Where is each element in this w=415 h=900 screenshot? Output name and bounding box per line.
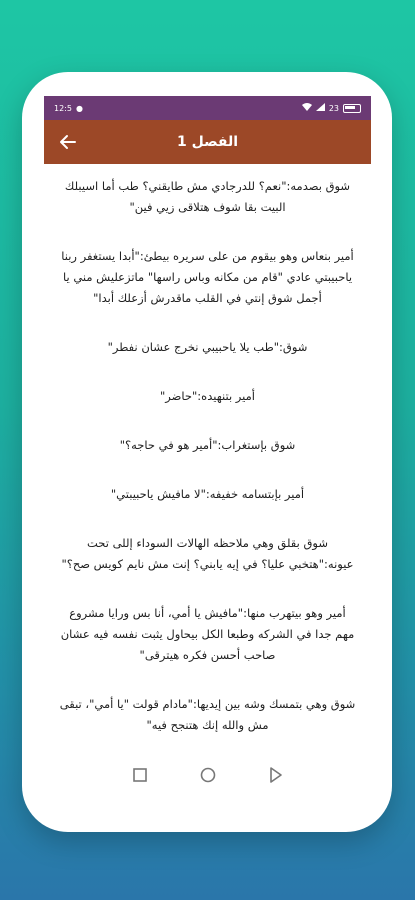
battery-icon xyxy=(343,104,361,113)
triangle-back-icon xyxy=(269,767,283,783)
signal-icon xyxy=(316,103,325,113)
home-button[interactable] xyxy=(198,765,218,785)
paragraph: شوق وهي بتمسك وشه بين إيديها:"مادام قولت "يا أمي"، تبقى مش والله إنك هتنجح فيه" xyxy=(59,697,356,732)
paragraph: شوق بقلق وهي ملاحظه الهالات السوداء إللى تحت عيونه:"هتخبي عليا؟ في إيه يابني؟ إنت مش نايم كويس صح؟" xyxy=(61,536,354,571)
battery-level: 23 xyxy=(328,103,339,113)
paragraph: شوق بإستغراب:"أمير هو في حاجه؟" xyxy=(119,438,296,452)
system-nav-bar xyxy=(44,754,371,796)
chapter-title: الفصل 1 xyxy=(176,134,239,150)
screen xyxy=(44,96,371,796)
paragraph: شوق:"طب يلا ياحبيبي نخرج عشان نفطر" xyxy=(107,340,308,354)
back-button[interactable] xyxy=(56,130,80,154)
status-time: 12:5 xyxy=(54,103,72,113)
chapter-text[interactable] xyxy=(44,164,371,772)
paragraph: أمير بإبتسامه خفيفه:"لا مافيش ياحبيبتي" xyxy=(110,487,305,501)
paragraph: شوق بصدمه:"نعم؟ للدرجادي مش طايقني؟ طب أما اسيبلك البيت بقا شوف هتلاقى زيي فين" xyxy=(64,179,351,214)
circle-icon xyxy=(200,767,216,783)
status-left xyxy=(54,104,83,113)
square-icon xyxy=(133,768,147,782)
phone-frame xyxy=(22,72,392,832)
paragraph: أمير وهو بيتهرب منها:"مافيش يا أمي، أنا بس ورايا مشروع مهم جدا في الشركه وطبعا الكل بيحاول يثبت نفسه فيه عشان صاحب أحسن فكره هيترقى" xyxy=(60,606,355,662)
status-right xyxy=(302,103,361,113)
notification-icon: ● xyxy=(75,103,83,113)
paragraph: أمير بتنهيده:"حاضر" xyxy=(160,389,255,403)
paragraph: أمير بنعاس وهو بيقوم من على سريره بيطئ:"أبدا يستغفر ربنا ياحبيبتي عادي "قام من مكانه وباس راسها" ماتزعليش مني يا أجمل شوق إنتي في القلب ماقدرش أزعلك أبدا" xyxy=(61,249,354,305)
status-bar xyxy=(44,96,371,120)
nav-back-button[interactable] xyxy=(266,765,286,785)
app-bar xyxy=(44,120,371,164)
recents-button[interactable] xyxy=(130,765,150,785)
wifi-icon xyxy=(302,103,312,113)
arrow-back-icon xyxy=(60,135,76,149)
